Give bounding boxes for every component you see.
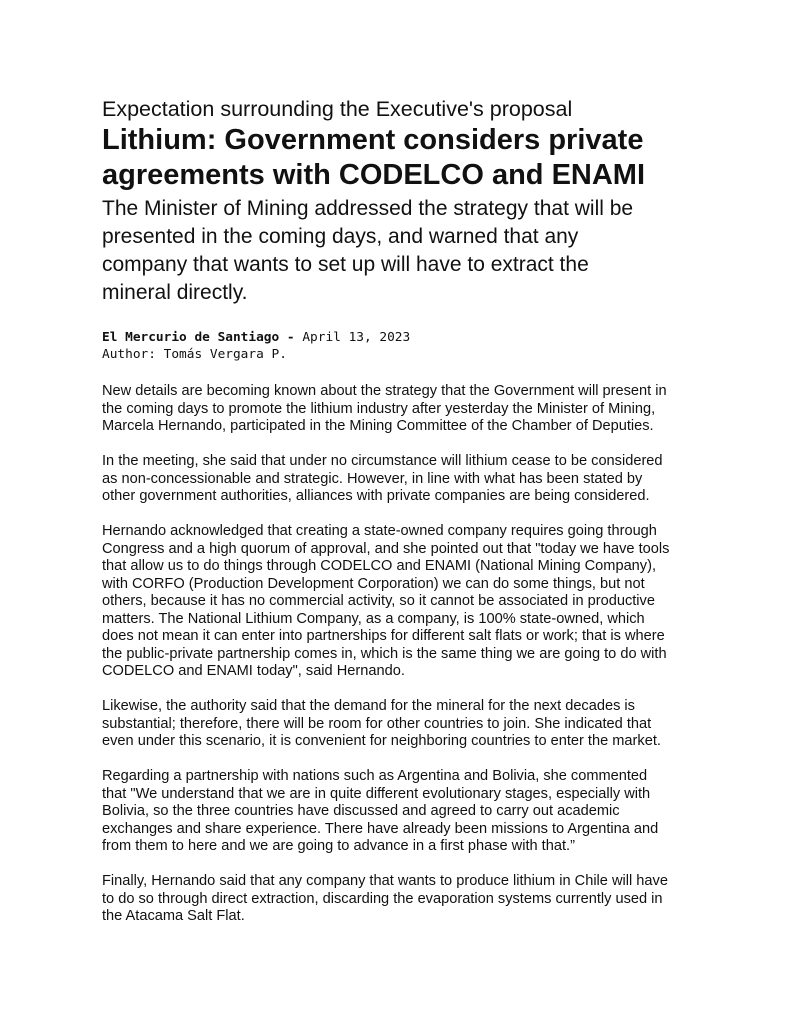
paragraph-line: New details are becoming known about the strategy that the Government will present in <box>102 383 667 399</box>
paragraph-line: the Atacama Salt Flat. <box>102 908 245 924</box>
body-paragraph <box>102 383 702 436</box>
byline <box>102 329 702 363</box>
deck-line: The Minister of Mining addressed the strategy that will be <box>102 197 634 220</box>
headline-line: agreements with CODELCO and ENAMI <box>102 159 646 191</box>
source-date-line <box>102 329 702 346</box>
deck-line: presented in the coming days, and warned that any <box>102 225 579 248</box>
source-name: El Mercurio de Santiago - <box>102 330 295 345</box>
article-deck <box>102 195 702 307</box>
paragraph-line: that allow us to do things through CODELCO and ENAMI (National Mining Company), <box>102 558 657 574</box>
paragraph-line: with CORFO (Production Development Corporation) we can do some things, but not <box>102 575 645 592</box>
body-paragraph <box>102 453 702 506</box>
body-paragraph <box>102 768 702 856</box>
paragraph-line: Hernando acknowledged that creating a state-owned company requires going through <box>102 523 657 539</box>
paragraph-line: Regarding a partnership with nations such as Argentina and Bolivia, she commented <box>102 768 648 784</box>
paragraph-line: Marcela Hernando, participated in the Mining Committee of the Chamber of Deputies. <box>102 418 654 434</box>
paragraph-line: as non-concessionable and strategic. However, in line with what has been stated by <box>102 470 643 487</box>
paragraph-line: In the meeting, she said that under no circumstance will lithium cease to be considered <box>102 453 663 469</box>
paragraph-line: to do so through direct extraction, discarding the evaporation systems currently used in <box>102 890 663 907</box>
article-headline <box>102 123 702 193</box>
paragraph-line: others, because it has no commercial activity, so it cannot be associated in productive <box>102 593 655 609</box>
author-line: Author: Tomás Vergara P. <box>102 347 287 362</box>
paragraph-line: does not mean it can enter into partnerships for different salt flats or work; that is where <box>102 628 665 644</box>
paragraph-line: other government authorities, alliances with private companies are being considered. <box>102 488 650 504</box>
body-paragraph <box>102 523 702 681</box>
paragraph-line: CODELCO and ENAMI today", said Hernando. <box>102 663 405 679</box>
body-paragraph <box>102 698 702 751</box>
paragraph-line: Congress and a high quorum of approval, and she pointed out that "today we have tools <box>102 540 670 557</box>
headline-line: Lithium: Government considers private <box>102 124 644 156</box>
paragraph-line: from them to here and we are going to advance in a first phase with that.” <box>102 838 575 854</box>
deck-line: company that wants to set up will have to extract the <box>102 253 589 276</box>
paragraph-line: the coming days to promote the lithium industry after yesterday the Minister of Mining, <box>102 400 656 417</box>
paragraph-line: Likewise, the authority said that the demand for the mineral for the next decades is <box>102 698 635 714</box>
article <box>102 96 702 943</box>
paragraph-line: that "We understand that we are in quite different evolutionary stages, especially with <box>102 785 651 802</box>
paragraph-line: even under this scenario, it is convenient for neighboring countries to enter the market. <box>102 733 661 749</box>
body-paragraph <box>102 873 702 926</box>
article-kicker: Expectation surrounding the Executive's proposal <box>102 97 573 121</box>
paragraph-line: Finally, Hernando said that any company that wants to produce lithium in Chile will have <box>102 873 668 889</box>
publish-date: April 13, 2023 <box>302 330 411 345</box>
paragraph-line: substantial; therefore, there will be room for other countries to join. She indicated that <box>102 715 652 732</box>
paragraph-line: the public-private partnership comes in, which is the same thing we are going to do with <box>102 645 667 662</box>
article-body <box>102 383 702 926</box>
paragraph-line: exchanges and share experience. There have already been missions to Argentina and <box>102 820 659 837</box>
paragraph-line: Bolivia, so the three countries have discussed and agreed to carry out academic <box>102 803 620 819</box>
deck-line: mineral directly. <box>102 281 248 304</box>
paragraph-line: matters. The National Lithium Company, as a company, is 100% state-owned, which <box>102 610 645 627</box>
